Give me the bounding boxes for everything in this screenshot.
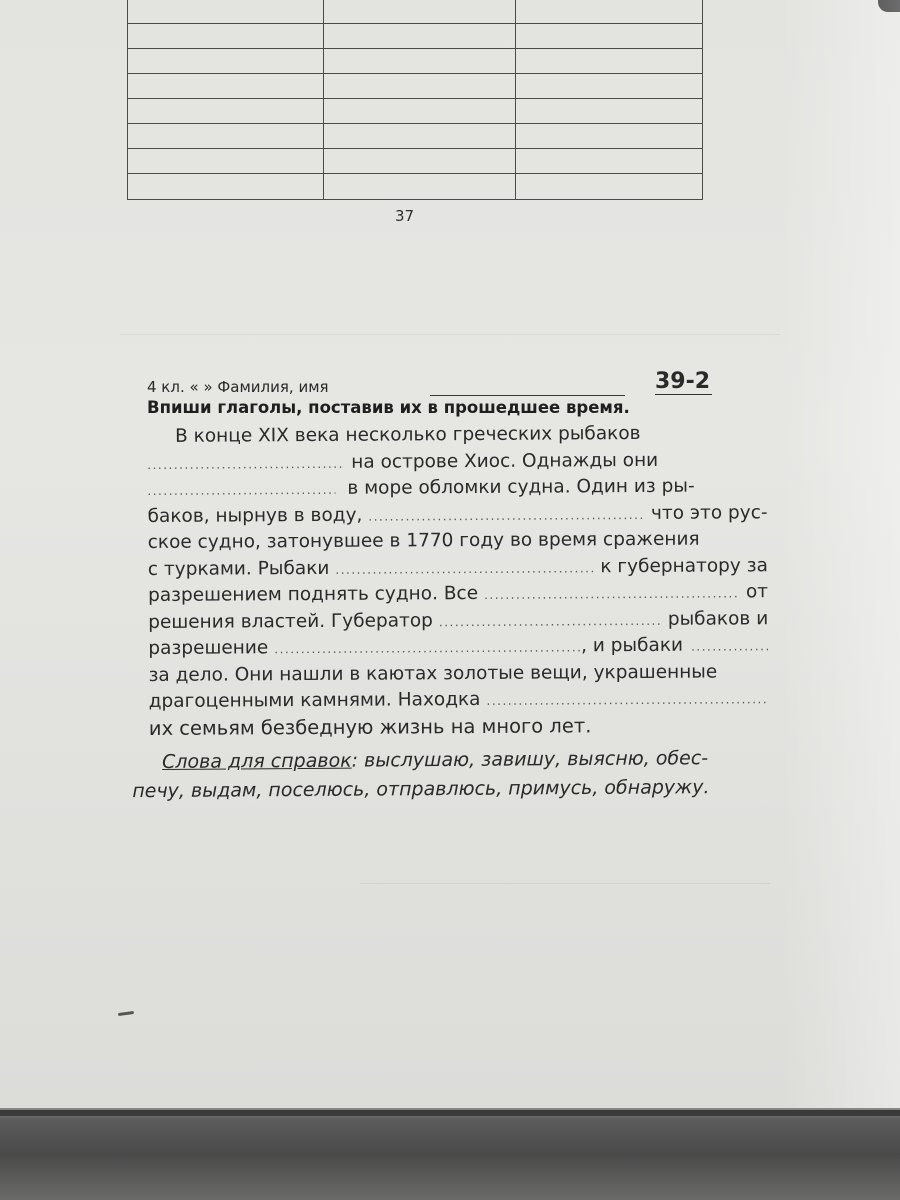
answer-blank[interactable] — [147, 450, 343, 478]
corner-clip — [878, 0, 900, 12]
table-row — [128, 149, 703, 174]
text-line — [148, 526, 768, 556]
task-title: Впиши глаголы, поставив их в прошедшее время. — [147, 398, 630, 417]
class-name-label: 4 кл. « » Фамилия, имя — [147, 378, 329, 396]
text-fragment: в море обломки судна. Один из ры- — [347, 475, 695, 499]
answer-blank[interactable] — [368, 501, 645, 529]
faint-rule — [360, 883, 770, 884]
text-fragment: , и рыбаки — [581, 634, 684, 657]
page-number: 37 — [395, 207, 415, 225]
text-fragment: баков, нырнув в воду, — [147, 504, 363, 527]
text-fragment: их семьям безбедную жизнь на много лет. — [148, 713, 592, 740]
table-row — [128, 0, 703, 24]
reference-words-1: : выслушаю, завишу, выясню, обес- — [351, 747, 709, 772]
table-row — [128, 49, 703, 74]
text-line — [149, 712, 769, 742]
text-fragment: с турками. Рыбаки — [147, 557, 330, 580]
text-fragment: решения властей. Губератор — [148, 609, 433, 633]
text-fragment: за дело. Они нашли в каютах золотые вещи, украшенные — [148, 661, 718, 686]
text-line — [147, 473, 767, 503]
reference-words — [132, 744, 778, 806]
text-line — [148, 579, 768, 609]
text-line — [147, 500, 767, 530]
text-line — [147, 420, 767, 450]
text-line — [148, 659, 768, 689]
text-line — [147, 447, 767, 477]
text-line — [148, 606, 768, 636]
worksheet-number: 39-2 — [655, 369, 711, 394]
name-write-line — [430, 395, 625, 396]
reference-words-2: печу, выдам, поселюсь, отправлюсь, примусь, обнаружу. — [132, 776, 710, 803]
table-row — [128, 74, 703, 99]
exercise-text — [147, 420, 769, 742]
table-row — [128, 174, 703, 200]
text-fragment: от — [745, 581, 769, 603]
text-fragment: к губернатору за — [600, 554, 768, 577]
text-fragment: В конце XIX века несколько греческих рыбаков — [175, 422, 641, 447]
table-row — [128, 124, 703, 149]
text-line — [148, 553, 768, 583]
answer-blank[interactable] — [147, 477, 335, 505]
text-fragment: ское судно, затонувшее в 1770 году во время сражения — [147, 528, 700, 553]
text-fragment: рыбаков и — [667, 607, 769, 630]
answer-blank[interactable] — [486, 686, 768, 714]
text-fragment: на острове Хиос. Однажды они — [351, 449, 659, 473]
reference-title: Слова для справок — [162, 749, 352, 773]
desk-surface — [0, 1108, 900, 1200]
text-fragment: разрешение — [148, 637, 269, 659]
reference-line — [158, 744, 778, 777]
answer-blank[interactable] — [691, 633, 768, 660]
page-divider — [120, 334, 780, 335]
text-line — [149, 685, 769, 715]
answer-blank[interactable] — [335, 555, 594, 583]
text-fragment: драгоценными камнями. Находка — [148, 688, 481, 712]
table-row — [128, 24, 703, 49]
text-fragment: что это рус- — [650, 501, 768, 524]
table-row — [128, 99, 703, 124]
text-fragment: разрешением поднять судно. Все — [147, 582, 479, 606]
answer-blank[interactable] — [439, 607, 662, 635]
answer-blank[interactable] — [484, 580, 740, 608]
answer-table — [127, 0, 703, 200]
desk-edge — [0, 1110, 900, 1116]
pen-mark — [118, 1011, 134, 1016]
text-line — [148, 632, 768, 662]
answer-blank[interactable] — [274, 634, 581, 662]
